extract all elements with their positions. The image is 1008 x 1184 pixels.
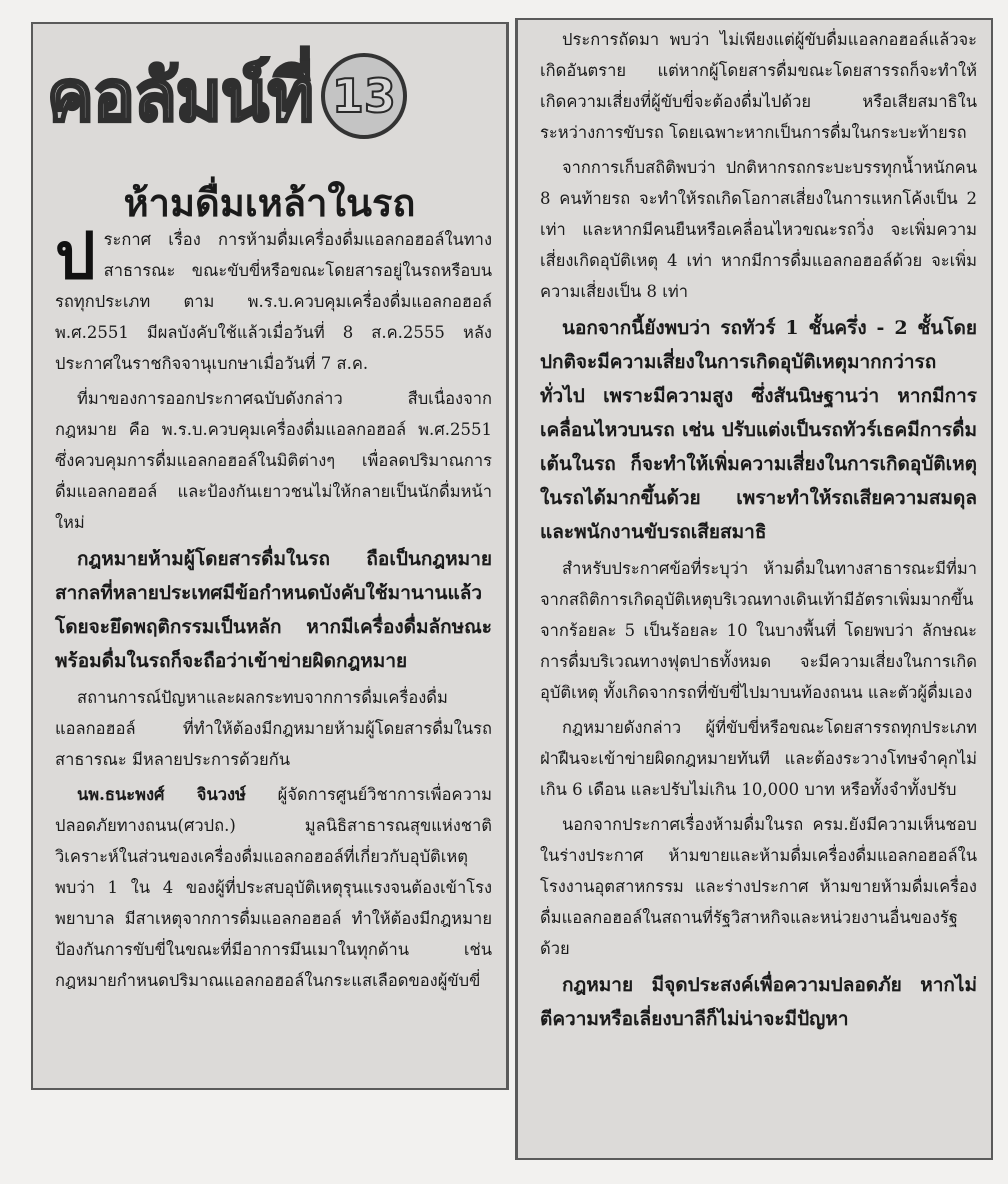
drop-cap: ป: [55, 220, 96, 294]
right-paragraph-2: จากการเก็บสถิติพบว่า ปกติหากรถกระบะบรรทุกน้ำหนักคน 8 คนท้ายรถ จะทำให้รถเกิดโอกาสเสี่ยงในการแหกโค้งเป็น 2 เท่า และหากมีคนยืนหรือเคลื่อนไหวขณะรถวิ่ง จะเพิ่มความเสี่ยงเกิดอุบัติเหตุ 4 เท่า หากมีการดื่มแอลกอฮอล์ด้วย จะเพิ่มความเสี่ยงเป็น 8 เท่า: [540, 158, 977, 301]
right-column-body: [540, 24, 977, 1040]
column-header: [47, 46, 407, 146]
left-paragraph-5: [55, 779, 492, 996]
left-paragraph-2: ที่มาของการออกประกาศฉบับดังกล่าว สืบเนื่องจากกฎหมาย คือ พ.ร.บ.ควบคุมเครื่องดื่มแอลกอฮอล์ พ.ศ.2551 ซึ่งควบคุมการดื่มแอลกอฮอล์ในมิติต่างๆ เพื่อลดปริมาณการดื่มแอลกอฮอล์ และป้องกันเยาวชนไม่ให้กลายเป็นนักดื่มหน้าใหม่: [55, 389, 492, 532]
left-column-body: [55, 220, 492, 1000]
left-paragraph-5-text: ผู้จัดการศูนย์วิชาการเพื่อความปลอดภัยทางถนน(ศวปถ.) มูลนิธิสาธารณสุขแห่งชาติวิเคราะห์ในส่วนของเครื่องดื่มแอลกอฮอล์ที่เกี่ยวกับอุบัติเหตุ พบว่า 1 ใน 4 ของผู้ที่ประสบอุบัติเหตุรุนแรงจนต้องเข้าโรงพยาบาล มีสาเหตุจากการดื่มแอลกอฮอล์ ทำให้ต้องมีกฎหมายป้องกันการขับขี่ในขณะที่มีอาการมึนเมาในทุกด้าน เช่น กฎหมายกำหนดปริมาณแอลกอฮอล์ในกระแสเลือดของผู้ขับขี่: [55, 785, 492, 990]
right-paragraph-6: นอกจากประกาศเรื่องห้ามดื่มในรถ ครม.ยังมีความเห็นชอบในร่างประกาศ ห้ามขายและห้ามดื่มเครื่องดื่มแอลกอฮอล์ในโรงงานอุตสาหกรรม และร่างประกาศ ห้ามขายห้ามดื่มเครื่องดื่มแอลกอฮอล์ในสถานที่รัฐวิสาหกิจและหน่วยงานอื่นของรัฐด้วย: [540, 815, 977, 958]
article-headline: ห้ามดื่มเหล้าในรถ: [123, 181, 416, 225]
left-paragraph-3: กฎหมายห้ามผู้โดยสารดื่มในรถ ถือเป็นกฎหมายสากลที่หลายประเทศมีข้อกำหนดบังคับใช้มานานแล้ว โดยจะยึดพฤติกรรมเป็นหลัก หากมีเครื่องดื่มลักษณะพร้อมดื่มในรถก็จะถือว่าเข้าข่ายผิดกฎหมาย: [55, 548, 492, 672]
right-paragraph-3: นอกจากนี้ยังพบว่า รถทัวร์ 1 ชั้นครึ่ง - 2 ชั้นโดยปกติจะมีความเสี่ยงในการเกิดอุบัติเหตุมากกว่ารถทั่วไป เพราะมีความสูง ซึ่งสันนิษฐานว่า หากมีการเคลื่อนไหวบนรถ เช่น ปรับแต่งเป็นรถทัวร์เธคมีการดื่ม เต้นในรถ ก็จะทำให้เพิ่มความเสี่ยงในการเกิดอุบัติเหตุในรถได้มากขึ้นด้วย เพราะทำให้รถเสียความสมดุล และพนักงานขับรถเสียสมาธิ: [540, 317, 977, 543]
right-paragraph-7: กฎหมาย มีจุดประสงค์เพื่อความปลอดภัย หากไม่ตีความหรือเลี่ยงบาลีก็ไม่น่าจะมีปัญหา: [540, 974, 977, 1030]
left-paragraph-1-text: ระกาศ เรื่อง การห้ามดื่มเครื่องดื่มแอลกอฮอล์ในทางสาธารณะ ขณะขับขี่หรือขณะโดยสารอยู่ในรถหรือบนรถทุกประเภท ตาม พ.ร.บ.ควบคุมเครื่องดื่มแอลกอฮอล์ พ.ศ.2551 มีผลบังคับใช้แล้วเมื่อวันที่ 8 ส.ค.2555 หลังประกาศในราชกิจจานุเบกษาเมื่อวันที่ 7 ส.ค.: [55, 230, 492, 373]
expert-name: นพ.ธนะพงศ์ จินวงษ์: [77, 785, 246, 804]
left-paragraph-4: สถานการณ์ปัญหาและผลกระทบจากการดื่มเครื่องดื่มแอลกอฮอล์ ที่ทำให้ต้องมีกฎหมายห้ามผู้โดยสารดื่มในรถสาธารณะ มีหลายประการด้วยกัน: [55, 688, 492, 769]
left-article-column: [31, 22, 509, 1090]
right-article-column: [515, 18, 993, 1160]
right-paragraph-1: ประการถัดมา พบว่า ไม่เพียงแต่ผู้ขับดื่มแอลกอฮอล์แล้วจะเกิดอันตราย แต่หากผู้โดยสารดื่มขณะโดยสารรถก็จะทำให้เกิดความเสี่ยงที่ผู้ขับขี่จะต้องดื่มไปด้วย หรือเสียสมาธิในระหว่างการขับรถ โดยเฉพาะหากเป็นการดื่มในกระบะท้ายรถ: [540, 30, 977, 142]
column-number-badge: 13: [321, 53, 407, 139]
right-paragraph-4: สำหรับประกาศข้อที่ระบุว่า ห้ามดื่มในทางสาธารณะมีที่มาจากสถิติการเกิดอุบัติเหตุบริเวณทางเดินเท้ามีอัตราเพิ่มมากขึ้น จากร้อยละ 5 เป็นร้อยละ 10 ในบางพื้นที่ โดยพบว่า ลักษณะการดื่มบริเวณทางฟุตปาธทั้งหมด จะมีความเสี่ยงในการเกิดอุบัติเหตุ ทั้งเกิดจากรถที่ขับขี่ไปมาบนท้องถนน และตัวผู้ดื่มเอง: [540, 559, 977, 702]
left-paragraph-1: [55, 220, 492, 379]
column-title: คอลัมน์ที่: [47, 55, 313, 137]
right-paragraph-5: กฎหมายดังกล่าว ผู้ที่ขับขี่หรือขณะโดยสารรถทุกประเภทฝ่าฝืนจะเข้าข่ายผิดกฎหมายทันที และต้องระวางโทษจำคุกไม่เกิน 6 เดือน และปรับไม่เกิน 10,000 บาท หรือทั้งจำทั้งปรับ: [540, 718, 977, 799]
